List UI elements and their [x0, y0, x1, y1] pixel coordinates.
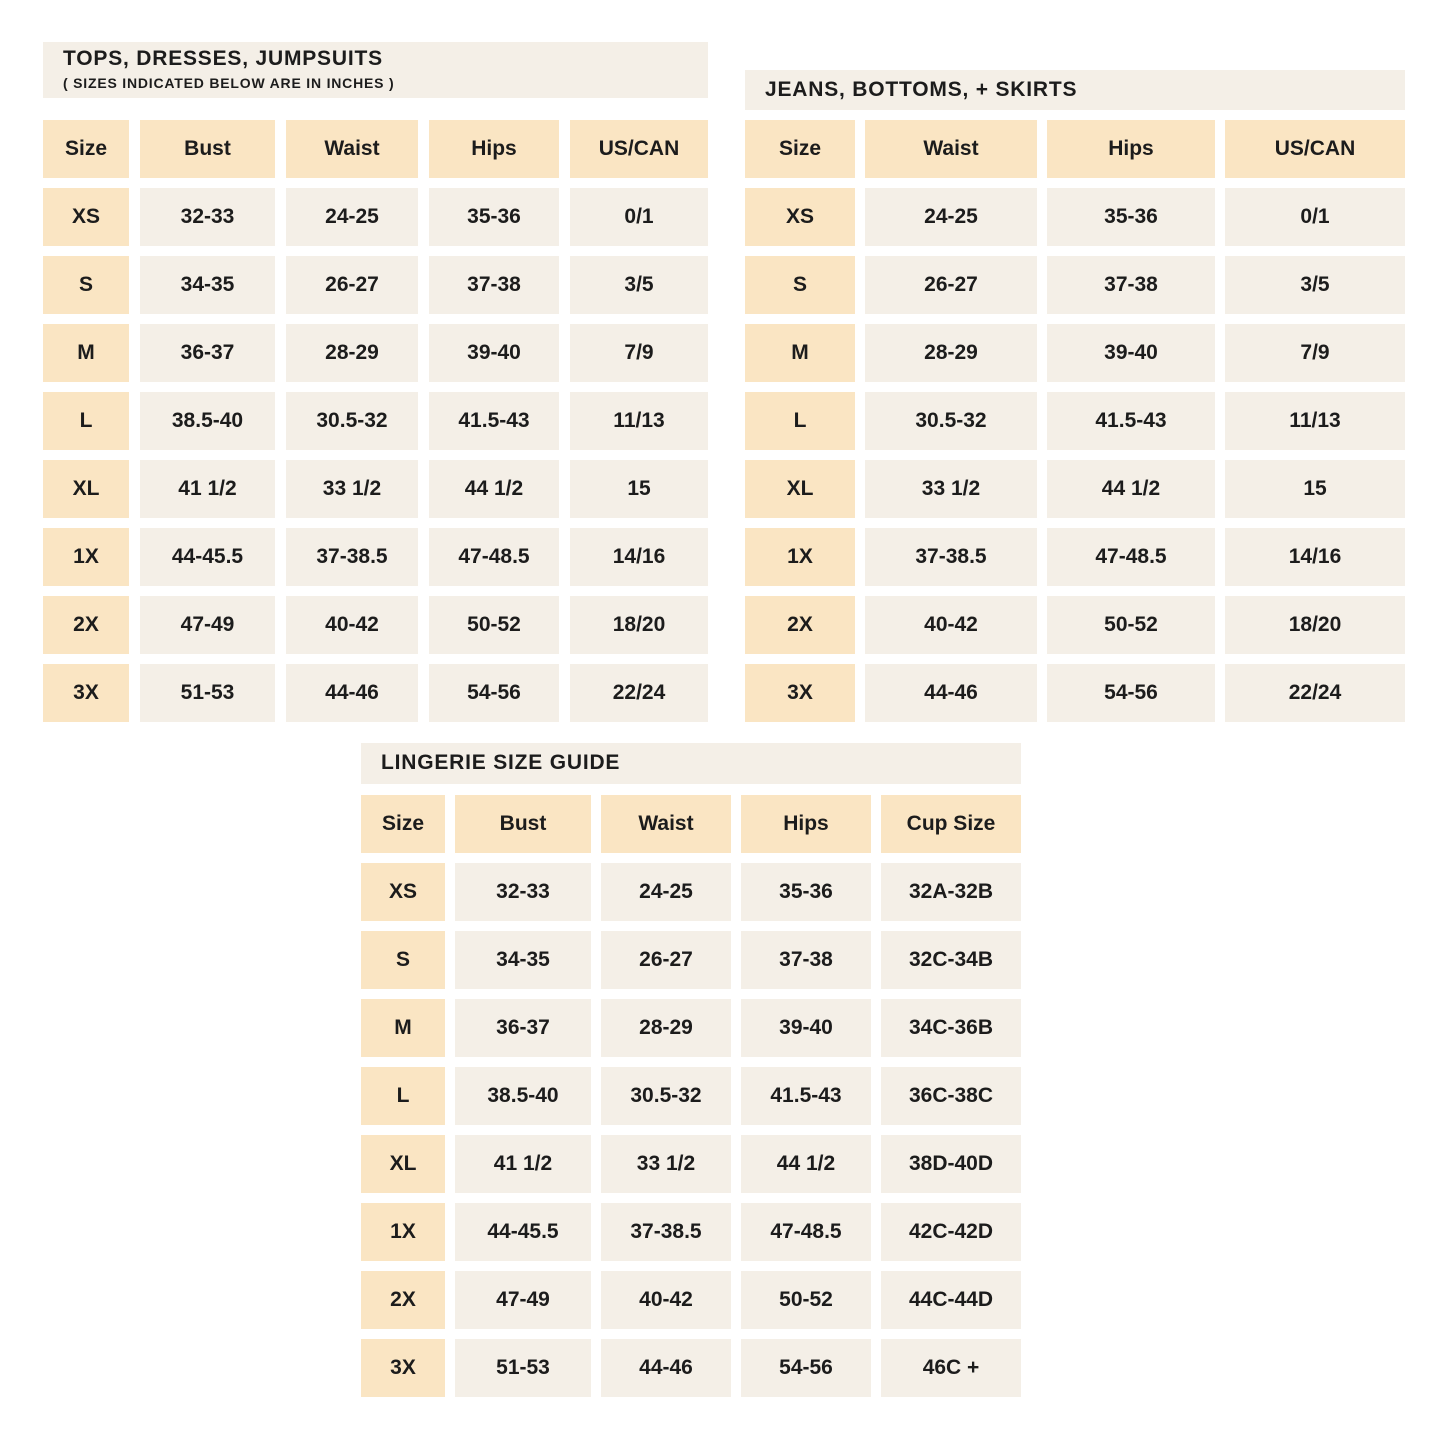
size-cell-l: L [745, 392, 855, 450]
data-cell-m-us-can: 7/9 [1225, 324, 1405, 382]
size-cell-xs: XS [361, 863, 445, 921]
size-cell-xl: XL [43, 460, 129, 518]
data-cell-m-bust: 36-37 [140, 324, 275, 382]
data-cell-2x-waist: 40-42 [865, 596, 1037, 654]
data-cell-l-waist: 30.5-32 [865, 392, 1037, 450]
header-cell-us-can: US/CAN [1225, 120, 1405, 178]
data-cell-m-waist: 28-29 [865, 324, 1037, 382]
header-cell-cup-size: Cup Size [881, 795, 1021, 853]
data-cell-xs-waist: 24-25 [865, 188, 1037, 246]
data-cell-s-hips: 37-38 [429, 256, 559, 314]
header-cell-size: Size [43, 120, 129, 178]
data-cell-xl-hips: 44 1/2 [1047, 460, 1215, 518]
size-cell-xs: XS [745, 188, 855, 246]
data-cell-3x-cup-size: 46C + [881, 1339, 1021, 1397]
header-cell-bust: Bust [455, 795, 591, 853]
header-cell-waist: Waist [601, 795, 731, 853]
data-cell-s-waist: 26-27 [601, 931, 731, 989]
size-cell-xl: XL [745, 460, 855, 518]
data-cell-xs-us-can: 0/1 [570, 188, 708, 246]
lingerie-table-title: LINGERIE SIZE GUIDE [381, 751, 621, 775]
data-cell-xs-bust: 32-33 [140, 188, 275, 246]
data-cell-2x-bust: 47-49 [455, 1271, 591, 1329]
header-cell-bust: Bust [140, 120, 275, 178]
size-cell-1x: 1X [43, 528, 129, 586]
data-cell-xl-us-can: 15 [570, 460, 708, 518]
data-cell-1x-us-can: 14/16 [570, 528, 708, 586]
tops-table-subtitle: ( SIZES INDICATED BELOW ARE IN INCHES ) [63, 75, 395, 92]
size-cell-3x: 3X [745, 664, 855, 722]
data-cell-l-us-can: 11/13 [570, 392, 708, 450]
data-cell-l-waist: 30.5-32 [286, 392, 418, 450]
data-cell-xl-hips: 44 1/2 [741, 1135, 871, 1193]
data-cell-s-hips: 37-38 [1047, 256, 1215, 314]
lingerie-size-guide-table [361, 743, 1021, 1397]
size-cell-xs: XS [43, 188, 129, 246]
header-cell-waist: Waist [286, 120, 418, 178]
data-cell-1x-bust: 44-45.5 [140, 528, 275, 586]
jeans-table-title-block [745, 70, 1405, 110]
data-cell-2x-hips: 50-52 [429, 596, 559, 654]
data-cell-2x-hips: 50-52 [1047, 596, 1215, 654]
data-cell-2x-us-can: 18/20 [570, 596, 708, 654]
data-cell-1x-hips: 47-48.5 [1047, 528, 1215, 586]
tops-dresses-jumpsuits-table [43, 42, 708, 722]
size-cell-l: L [361, 1067, 445, 1125]
data-cell-m-hips: 39-40 [429, 324, 559, 382]
data-cell-1x-waist: 37-38.5 [286, 528, 418, 586]
data-cell-xs-us-can: 0/1 [1225, 188, 1405, 246]
size-cell-s: S [361, 931, 445, 989]
data-cell-xl-hips: 44 1/2 [429, 460, 559, 518]
tops-table-title: TOPS, DRESSES, JUMPSUITS [63, 47, 383, 71]
data-cell-l-bust: 38.5-40 [455, 1067, 591, 1125]
data-cell-xs-waist: 24-25 [601, 863, 731, 921]
data-cell-xs-bust: 32-33 [455, 863, 591, 921]
size-cell-3x: 3X [361, 1339, 445, 1397]
data-cell-3x-us-can: 22/24 [1225, 664, 1405, 722]
jeans-table-grid [745, 120, 1405, 722]
data-cell-3x-hips: 54-56 [741, 1339, 871, 1397]
header-cell-size: Size [361, 795, 445, 853]
tops-table-title-block [43, 42, 708, 98]
header-cell-us-can: US/CAN [570, 120, 708, 178]
data-cell-l-hips: 41.5-43 [429, 392, 559, 450]
size-cell-l: L [43, 392, 129, 450]
data-cell-3x-waist: 44-46 [601, 1339, 731, 1397]
data-cell-xs-hips: 35-36 [741, 863, 871, 921]
data-cell-m-waist: 28-29 [286, 324, 418, 382]
data-cell-s-cup-size: 32C-34B [881, 931, 1021, 989]
data-cell-3x-us-can: 22/24 [570, 664, 708, 722]
data-cell-xl-waist: 33 1/2 [286, 460, 418, 518]
data-cell-2x-us-can: 18/20 [1225, 596, 1405, 654]
data-cell-m-hips: 39-40 [741, 999, 871, 1057]
header-cell-hips: Hips [1047, 120, 1215, 178]
data-cell-3x-hips: 54-56 [1047, 664, 1215, 722]
data-cell-2x-cup-size: 44C-44D [881, 1271, 1021, 1329]
lingerie-table-grid [361, 795, 1021, 1397]
jeans-bottoms-skirts-table [745, 70, 1405, 722]
data-cell-2x-waist: 40-42 [601, 1271, 731, 1329]
tops-table-grid [43, 120, 708, 722]
size-cell-m: M [361, 999, 445, 1057]
data-cell-3x-waist: 44-46 [286, 664, 418, 722]
data-cell-xs-hips: 35-36 [429, 188, 559, 246]
data-cell-s-bust: 34-35 [455, 931, 591, 989]
data-cell-xl-cup-size: 38D-40D [881, 1135, 1021, 1193]
data-cell-s-hips: 37-38 [741, 931, 871, 989]
data-cell-m-cup-size: 34C-36B [881, 999, 1021, 1057]
data-cell-s-waist: 26-27 [865, 256, 1037, 314]
data-cell-3x-bust: 51-53 [140, 664, 275, 722]
data-cell-1x-hips: 47-48.5 [429, 528, 559, 586]
header-cell-size: Size [745, 120, 855, 178]
data-cell-m-us-can: 7/9 [570, 324, 708, 382]
data-cell-2x-bust: 47-49 [140, 596, 275, 654]
size-cell-2x: 2X [361, 1271, 445, 1329]
data-cell-1x-waist: 37-38.5 [601, 1203, 731, 1261]
data-cell-l-waist: 30.5-32 [601, 1067, 731, 1125]
size-cell-m: M [745, 324, 855, 382]
data-cell-s-us-can: 3/5 [570, 256, 708, 314]
data-cell-xl-bust: 41 1/2 [140, 460, 275, 518]
size-cell-1x: 1X [361, 1203, 445, 1261]
data-cell-3x-waist: 44-46 [865, 664, 1037, 722]
size-cell-s: S [745, 256, 855, 314]
data-cell-1x-hips: 47-48.5 [741, 1203, 871, 1261]
data-cell-s-bust: 34-35 [140, 256, 275, 314]
data-cell-s-us-can: 3/5 [1225, 256, 1405, 314]
data-cell-xs-waist: 24-25 [286, 188, 418, 246]
data-cell-s-waist: 26-27 [286, 256, 418, 314]
data-cell-l-hips: 41.5-43 [741, 1067, 871, 1125]
data-cell-l-bust: 38.5-40 [140, 392, 275, 450]
data-cell-3x-hips: 54-56 [429, 664, 559, 722]
data-cell-xs-hips: 35-36 [1047, 188, 1215, 246]
data-cell-xs-cup-size: 32A-32B [881, 863, 1021, 921]
size-cell-m: M [43, 324, 129, 382]
data-cell-2x-waist: 40-42 [286, 596, 418, 654]
size-cell-3x: 3X [43, 664, 129, 722]
data-cell-xl-waist: 33 1/2 [601, 1135, 731, 1193]
jeans-table-title: JEANS, BOTTOMS, + SKIRTS [765, 77, 1078, 101]
data-cell-l-us-can: 11/13 [1225, 392, 1405, 450]
data-cell-l-cup-size: 36C-38C [881, 1067, 1021, 1125]
data-cell-xl-us-can: 15 [1225, 460, 1405, 518]
header-cell-hips: Hips [741, 795, 871, 853]
header-cell-hips: Hips [429, 120, 559, 178]
data-cell-1x-bust: 44-45.5 [455, 1203, 591, 1261]
size-cell-1x: 1X [745, 528, 855, 586]
data-cell-1x-cup-size: 42C-42D [881, 1203, 1021, 1261]
size-cell-s: S [43, 256, 129, 314]
data-cell-xl-waist: 33 1/2 [865, 460, 1037, 518]
size-cell-xl: XL [361, 1135, 445, 1193]
lingerie-table-title-block [361, 743, 1021, 784]
size-cell-2x: 2X [43, 596, 129, 654]
data-cell-1x-us-can: 14/16 [1225, 528, 1405, 586]
data-cell-2x-hips: 50-52 [741, 1271, 871, 1329]
data-cell-l-hips: 41.5-43 [1047, 392, 1215, 450]
data-cell-m-hips: 39-40 [1047, 324, 1215, 382]
size-cell-2x: 2X [745, 596, 855, 654]
data-cell-m-bust: 36-37 [455, 999, 591, 1057]
data-cell-m-waist: 28-29 [601, 999, 731, 1057]
header-cell-waist: Waist [865, 120, 1037, 178]
data-cell-xl-bust: 41 1/2 [455, 1135, 591, 1193]
data-cell-1x-waist: 37-38.5 [865, 528, 1037, 586]
data-cell-3x-bust: 51-53 [455, 1339, 591, 1397]
